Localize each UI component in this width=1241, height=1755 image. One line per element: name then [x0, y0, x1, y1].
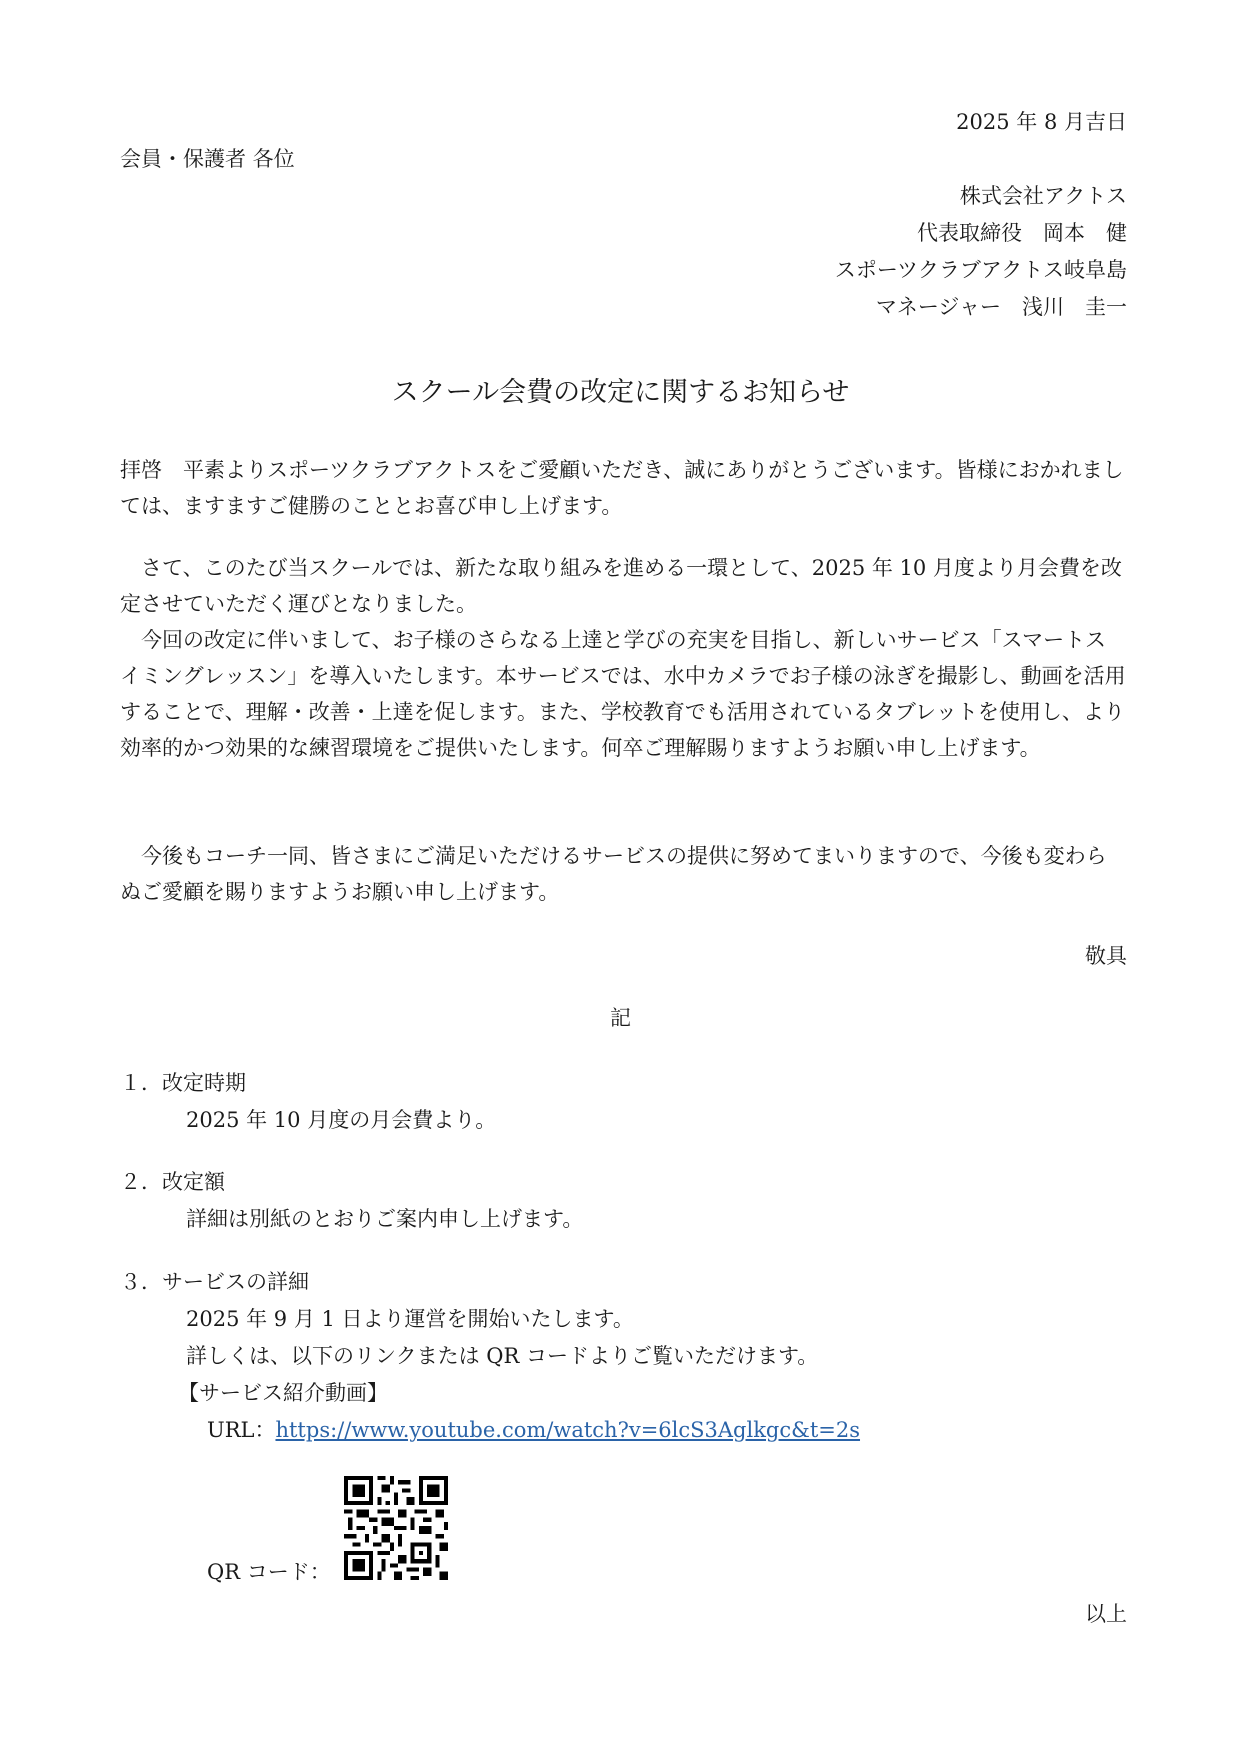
recipient: 会員・保護者 各位 [120, 147, 295, 171]
item-3-text-1: 2025 年 9 月 1 日より運営を開始いたします。 [186, 1307, 634, 1331]
body-paragraphs [120, 550, 1126, 766]
sender-manager: マネージャー 浅川 圭一 [875, 295, 1127, 319]
paragraph-3: 今回の改定に伴いまして、お子様のさらなる上達と学びの充実を目指し、新しいサービス「スマートスイミングレッスン」を導入いたします。本サービスでは、水中カメラでお子様の泳ぎを撮影し、動画を活用することで、理解・改善・上達を促します。また、学校教育でも活用されているタブレットを使用し、より効率的かつ効果的な練習環境をご提供いたします。何卒ご理解賜りますようお願い申し上げます。 [120, 628, 1126, 760]
end-mark: 以上 [1085, 1602, 1127, 1626]
item-2-label: ２．改定額 [120, 1170, 225, 1194]
url-line [207, 1414, 860, 1444]
document-date: 2025 年 8 月吉日 [956, 110, 1127, 134]
paragraph-1: 拝啓 平素よりスポーツクラブアクトスをご愛顧いただき、誠にありがとうございます。皆様におかれましては、ますますご健勝のこととお喜び申し上げます。 [120, 458, 1124, 518]
item-1-text: 2025 年 10 月度の月会費より。 [186, 1108, 497, 1132]
item-3-text-2: 詳しくは、以下のリンクまたは QR コードよりご覧いただけます。 [186, 1344, 819, 1368]
sender-club: スポーツクラブアクトス岐阜島 [834, 258, 1127, 282]
closing-paragraph [120, 838, 1126, 910]
video-url-link[interactable]: https://www.youtube.com/watch?v=6lcS3Aglkgc&t=2s [275, 1418, 861, 1442]
url-label: URL： [207, 1418, 276, 1442]
sender-representative: 代表取締役 岡本 健 [917, 221, 1127, 245]
item-3-label: ３．サービスの詳細 [120, 1270, 309, 1294]
closing-word: 敬具 [1085, 944, 1127, 968]
paragraph-2: さて、このたび当スクールでは、新たな取り組みを進める一環として、2025 年 10 月度より月会費を改定させていただく運びとなりました。 [120, 556, 1122, 616]
notes-heading: 記 [610, 1006, 631, 1030]
paragraph-4: 今後もコーチ一同、皆さまにご満足いただけるサービスの提供に努めてまいりますので、今後も変わらぬご愛顧を賜りますようお願い申し上げます。 [120, 844, 1107, 904]
sender-company: 株式会社アクトス [959, 184, 1127, 208]
item-2-text: 詳細は別紙のとおりご案内申し上げます。 [186, 1207, 584, 1231]
video-heading: 【サービス紹介動画】 [178, 1381, 388, 1405]
qr-code-icon[interactable] [344, 1476, 448, 1580]
item-1-label: １．改定時期 [120, 1071, 246, 1095]
qr-label: QR コード： [207, 1560, 331, 1584]
greeting-paragraph [120, 452, 1126, 524]
document-title: スクール会費の改定に関するお知らせ [391, 377, 850, 408]
